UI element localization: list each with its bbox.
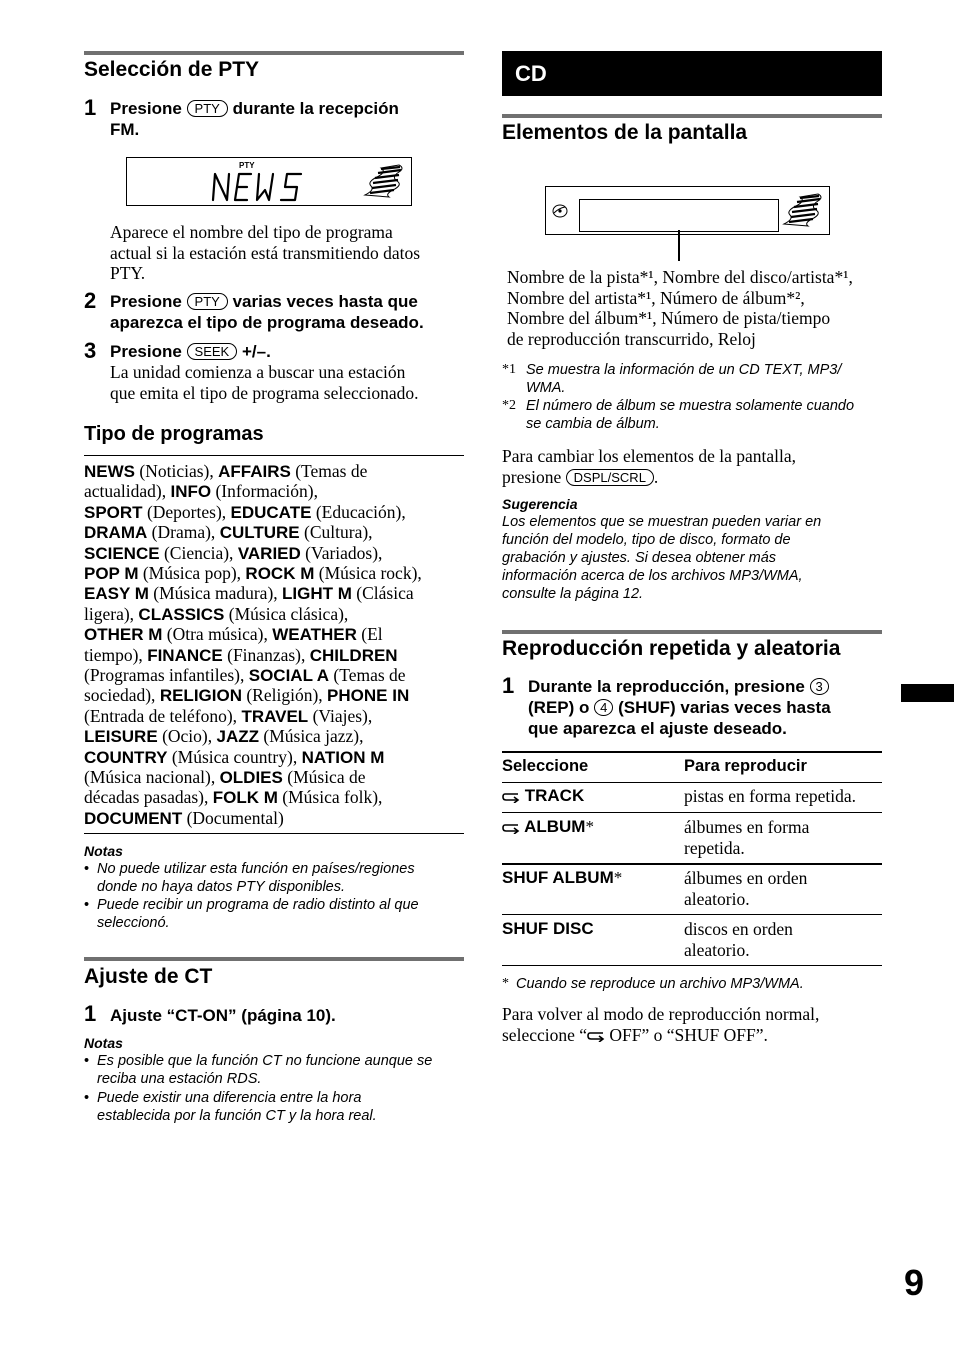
table-header-play: Para reproducir bbox=[684, 757, 807, 775]
display-text-area bbox=[579, 199, 779, 232]
program-type-code: EASY M bbox=[84, 584, 149, 604]
program-type-line bbox=[84, 624, 464, 645]
program-type-desc: (Música country), bbox=[167, 746, 302, 767]
disc-icon bbox=[552, 204, 568, 218]
step-1-text: Presione PTY durante la recepción FM. bbox=[110, 99, 399, 139]
section-title-pty: Selección de PTY bbox=[84, 58, 260, 81]
program-type-desc: (Música pop), bbox=[138, 563, 246, 583]
program-type-desc: (Drama), bbox=[147, 522, 220, 543]
program-type-code: NEWS bbox=[84, 462, 135, 481]
callout-line bbox=[678, 230, 680, 261]
program-type-code: EDUCATE bbox=[230, 502, 312, 522]
step-number: 3 bbox=[84, 338, 97, 363]
program-type-line bbox=[84, 502, 464, 523]
program-type-desc: ligera), bbox=[84, 603, 139, 624]
step-3-text: Presione SEEK +/–. bbox=[110, 342, 271, 361]
program-type-desc: (Temas de bbox=[329, 665, 406, 685]
table-header-select: Seleccione bbox=[502, 757, 589, 775]
program-type-code: SCIENCE bbox=[84, 543, 160, 563]
section-rule bbox=[84, 957, 464, 961]
program-type-desc: (Clásica bbox=[351, 583, 414, 604]
program-type-line bbox=[84, 726, 464, 747]
dspl-scrl-key: DSPL/SCRL bbox=[566, 469, 654, 486]
program-type-desc: (Música nacional), bbox=[84, 767, 220, 787]
note-item: • Puede existir una diferencia entre la hora establecida por la función CT y la hora real. bbox=[84, 1090, 377, 1124]
footnote: *1 Se muestra la información de un CD TEXT, MP3/ WMA. bbox=[502, 362, 842, 396]
footnote: *2 El número de álbum se muestra solamente cuando se cambia de álbum. bbox=[502, 398, 855, 432]
program-type-code: SPORT bbox=[84, 502, 143, 522]
program-type-line bbox=[84, 808, 464, 829]
program-type-code: JAZZ bbox=[216, 727, 259, 747]
step-3-body: La unidad comienza a buscar una estación que emita el tipo de programa seleccionado. bbox=[110, 362, 419, 403]
program-type-desc: (Música jazz), bbox=[259, 726, 364, 747]
table-divider bbox=[502, 812, 882, 813]
program-type-line bbox=[84, 481, 464, 502]
tip-text: Los elementos que se muestran pueden variar en función del modelo, tipo de disco, formato de grabación y ajustes. Si desea obtener más información acerca de los archivos MP3/WMA, consulte la página 12. bbox=[502, 514, 822, 602]
table-top-rule bbox=[502, 751, 882, 753]
table-divider bbox=[502, 914, 882, 915]
program-type-code: CULTURE bbox=[219, 523, 300, 543]
footnote-mark: *1 bbox=[502, 362, 516, 377]
program-type-desc: (Música rock), bbox=[314, 563, 422, 583]
pty-description: Aparece el nombre del tipo de programa actual si la estación está transmitiendo datos PTY. bbox=[110, 222, 421, 283]
program-type-code: TRAVEL bbox=[241, 706, 309, 726]
program-type-desc: actualidad), bbox=[84, 481, 171, 502]
program-type-line bbox=[84, 563, 464, 584]
tip-title: Sugerencia bbox=[502, 496, 578, 512]
repeat-icon bbox=[587, 1030, 605, 1042]
program-type-desc: (Deportes), bbox=[142, 501, 231, 522]
display-change-instructions: Para cambiar los elementos de la pantalla, presione DSPL/SCRL . bbox=[502, 446, 796, 487]
program-type-line bbox=[84, 747, 464, 768]
seek-key: SEEK bbox=[187, 343, 238, 360]
program-type-code: CLASSICS bbox=[138, 604, 225, 624]
program-type-code: FOLK M bbox=[212, 788, 278, 808]
normal-mode-instructions: Para volver al modo de reproducción normal, seleccione “ OFF” o “SHUF OFF”. bbox=[502, 1004, 820, 1045]
bullet-icon: • bbox=[84, 1090, 90, 1106]
section-rule bbox=[502, 114, 882, 118]
lcd-segment-text bbox=[207, 168, 317, 202]
program-type-code: WEATHER bbox=[272, 625, 357, 645]
ct-step-text: Ajuste “CT-ON” (página 10). bbox=[110, 1006, 336, 1025]
program-type-desc: tiempo), bbox=[84, 644, 148, 665]
table-cell-desc: álbumes en forma repetida. bbox=[684, 817, 810, 858]
table-divider bbox=[502, 782, 882, 783]
repeat-step-text: Durante la reproducción, presione 3 (REP) o 4 (SHUF) varias veces hasta que aparezca el ajuste deseado. bbox=[528, 677, 831, 738]
table-row: SHUF DISC bbox=[502, 919, 594, 938]
notes-title: Notas bbox=[84, 1035, 123, 1051]
bullet-icon: • bbox=[84, 1053, 90, 1069]
program-type-desc: (Entrada de teléfono), bbox=[84, 705, 242, 726]
note-item: • No puede utilizar esta función en países/regiones donde no haya datos PTY disponibles. bbox=[84, 861, 415, 895]
program-type-desc: (Finanzas), bbox=[222, 644, 310, 665]
program-type-line bbox=[84, 522, 464, 543]
lcd-wave-icon bbox=[361, 162, 405, 200]
section-title-pantalla: Elementos de la pantalla bbox=[502, 121, 748, 144]
bullet-icon: • bbox=[84, 861, 90, 877]
program-type-desc: (El bbox=[356, 624, 383, 645]
display-caption: Nombre de la pista*¹, Nombre del disco/artista*¹, Nombre del artista*¹, Número de álbum*², Nombre del álbum*¹, Número de pista/tiempo de reproducción transcurrido, Reloj bbox=[507, 267, 853, 349]
program-type-code: COUNTRY bbox=[84, 747, 168, 767]
program-type-code: NATION M bbox=[301, 747, 385, 767]
table-row: SHUF ALBUM* bbox=[502, 868, 623, 887]
notes-title: Notas bbox=[84, 843, 123, 859]
program-type-desc: (Ocio), bbox=[157, 726, 217, 747]
program-type-desc: (Noticias), bbox=[135, 461, 219, 481]
table-row: TRACK bbox=[502, 786, 584, 806]
program-type-desc: (Cultura), bbox=[299, 522, 373, 543]
program-type-desc: (Música de bbox=[282, 767, 366, 787]
display-wave-icon bbox=[780, 191, 824, 229]
step-2-text: Presione PTY varias veces hasta que aparezca el tipo de programa deseado. bbox=[110, 292, 424, 332]
program-type-line bbox=[84, 665, 464, 686]
program-type-code: DOCUMENT bbox=[84, 808, 183, 828]
program-type-desc: (Información), bbox=[211, 481, 318, 502]
pty-key: PTY bbox=[187, 293, 228, 310]
note-item: • Puede recibir un programa de radio distinto al que seleccionó. bbox=[84, 897, 419, 931]
program-type-line bbox=[84, 787, 464, 808]
step-number: 1 bbox=[84, 95, 97, 120]
program-type-code: FINANCE bbox=[147, 645, 223, 665]
section-title-tipo: Tipo de programas bbox=[84, 423, 264, 445]
program-type-code: ROCK M bbox=[245, 564, 315, 583]
repeat-icon bbox=[502, 822, 520, 834]
side-index-tab bbox=[901, 684, 954, 702]
program-type-desc: (Educación), bbox=[311, 501, 406, 522]
program-type-desc: sociedad), bbox=[84, 685, 160, 706]
program-type-line bbox=[84, 767, 464, 788]
footnote-mark: *2 bbox=[502, 398, 516, 413]
cd-display-diagram bbox=[545, 186, 830, 235]
divider bbox=[84, 455, 464, 456]
key-4: 4 bbox=[594, 699, 613, 716]
step-number: 1 bbox=[502, 673, 515, 698]
cd-banner: CD bbox=[502, 51, 882, 96]
program-type-code: VARIED bbox=[237, 543, 301, 563]
program-type-code: INFO bbox=[170, 482, 212, 502]
program-type-code: AFFAIRS bbox=[218, 462, 291, 481]
section-title-ct: Ajuste de CT bbox=[84, 965, 213, 988]
program-type-code: POP M bbox=[84, 564, 139, 583]
program-type-desc: (Música folk), bbox=[277, 787, 383, 808]
section-rule bbox=[502, 630, 882, 634]
program-type-code: OTHER M bbox=[84, 625, 163, 645]
program-type-code: OLDIES bbox=[219, 768, 283, 787]
repeat-icon bbox=[502, 791, 520, 803]
program-type-line bbox=[84, 645, 464, 666]
program-type-code: SOCIAL A bbox=[248, 666, 330, 685]
program-type-line bbox=[84, 685, 464, 706]
divider bbox=[84, 833, 464, 834]
lcd-display bbox=[126, 157, 412, 206]
bullet-icon: • bbox=[84, 897, 90, 913]
lcd-pty-label: PTY bbox=[239, 161, 255, 170]
program-type-code: LIGHT M bbox=[282, 584, 352, 604]
program-type-line bbox=[84, 461, 464, 482]
program-type-desc: (Documental) bbox=[182, 807, 284, 828]
pty-key: PTY bbox=[187, 100, 228, 117]
step-number: 2 bbox=[84, 288, 97, 313]
section-title-repeat: Reproducción repetida y aleatoria bbox=[502, 637, 841, 660]
section-rule bbox=[84, 51, 464, 55]
program-type-code: PHONE IN bbox=[327, 686, 410, 706]
program-type-line bbox=[84, 543, 464, 564]
program-type-line bbox=[84, 604, 464, 625]
program-type-desc: décadas pasadas), bbox=[84, 787, 213, 808]
program-type-line bbox=[84, 706, 464, 727]
program-type-desc: (Ciencia), bbox=[159, 542, 238, 563]
program-type-desc: (Temas de bbox=[290, 461, 368, 481]
table-cell-desc: discos en orden aleatorio. bbox=[684, 919, 793, 960]
step-number: 1 bbox=[84, 1001, 97, 1026]
program-type-desc: (Música madura), bbox=[148, 583, 283, 604]
page-number: 9 bbox=[904, 1262, 925, 1303]
table-bottom-rule bbox=[502, 965, 882, 966]
program-type-line bbox=[84, 583, 464, 604]
program-type-code: LEISURE bbox=[84, 727, 158, 747]
program-type-code: RELIGION bbox=[159, 686, 242, 706]
table-divider bbox=[502, 863, 882, 865]
program-type-code: CHILDREN bbox=[309, 645, 398, 665]
table-cell-desc: pistas en forma repetida. bbox=[684, 786, 857, 806]
program-type-desc: (Religión), bbox=[241, 685, 328, 706]
table-footnote: * Cuando se reproduce un archivo MP3/WMA. bbox=[502, 976, 804, 992]
program-type-desc: (Programas infantiles), bbox=[84, 665, 249, 685]
note-item: • Es posible que la función CT no funcione aunque se reciba una estación RDS. bbox=[84, 1053, 433, 1087]
key-3: 3 bbox=[810, 678, 829, 695]
table-row: ALBUM* bbox=[502, 817, 594, 837]
program-type-desc: (Otra música), bbox=[162, 624, 273, 645]
program-type-desc: (Variados), bbox=[300, 542, 383, 563]
program-type-desc: (Viajes), bbox=[308, 705, 373, 726]
table-cell-desc: álbumes en orden aleatorio. bbox=[684, 868, 808, 909]
program-type-desc: (Música clásica), bbox=[224, 603, 349, 624]
program-type-code: DRAMA bbox=[84, 523, 148, 543]
